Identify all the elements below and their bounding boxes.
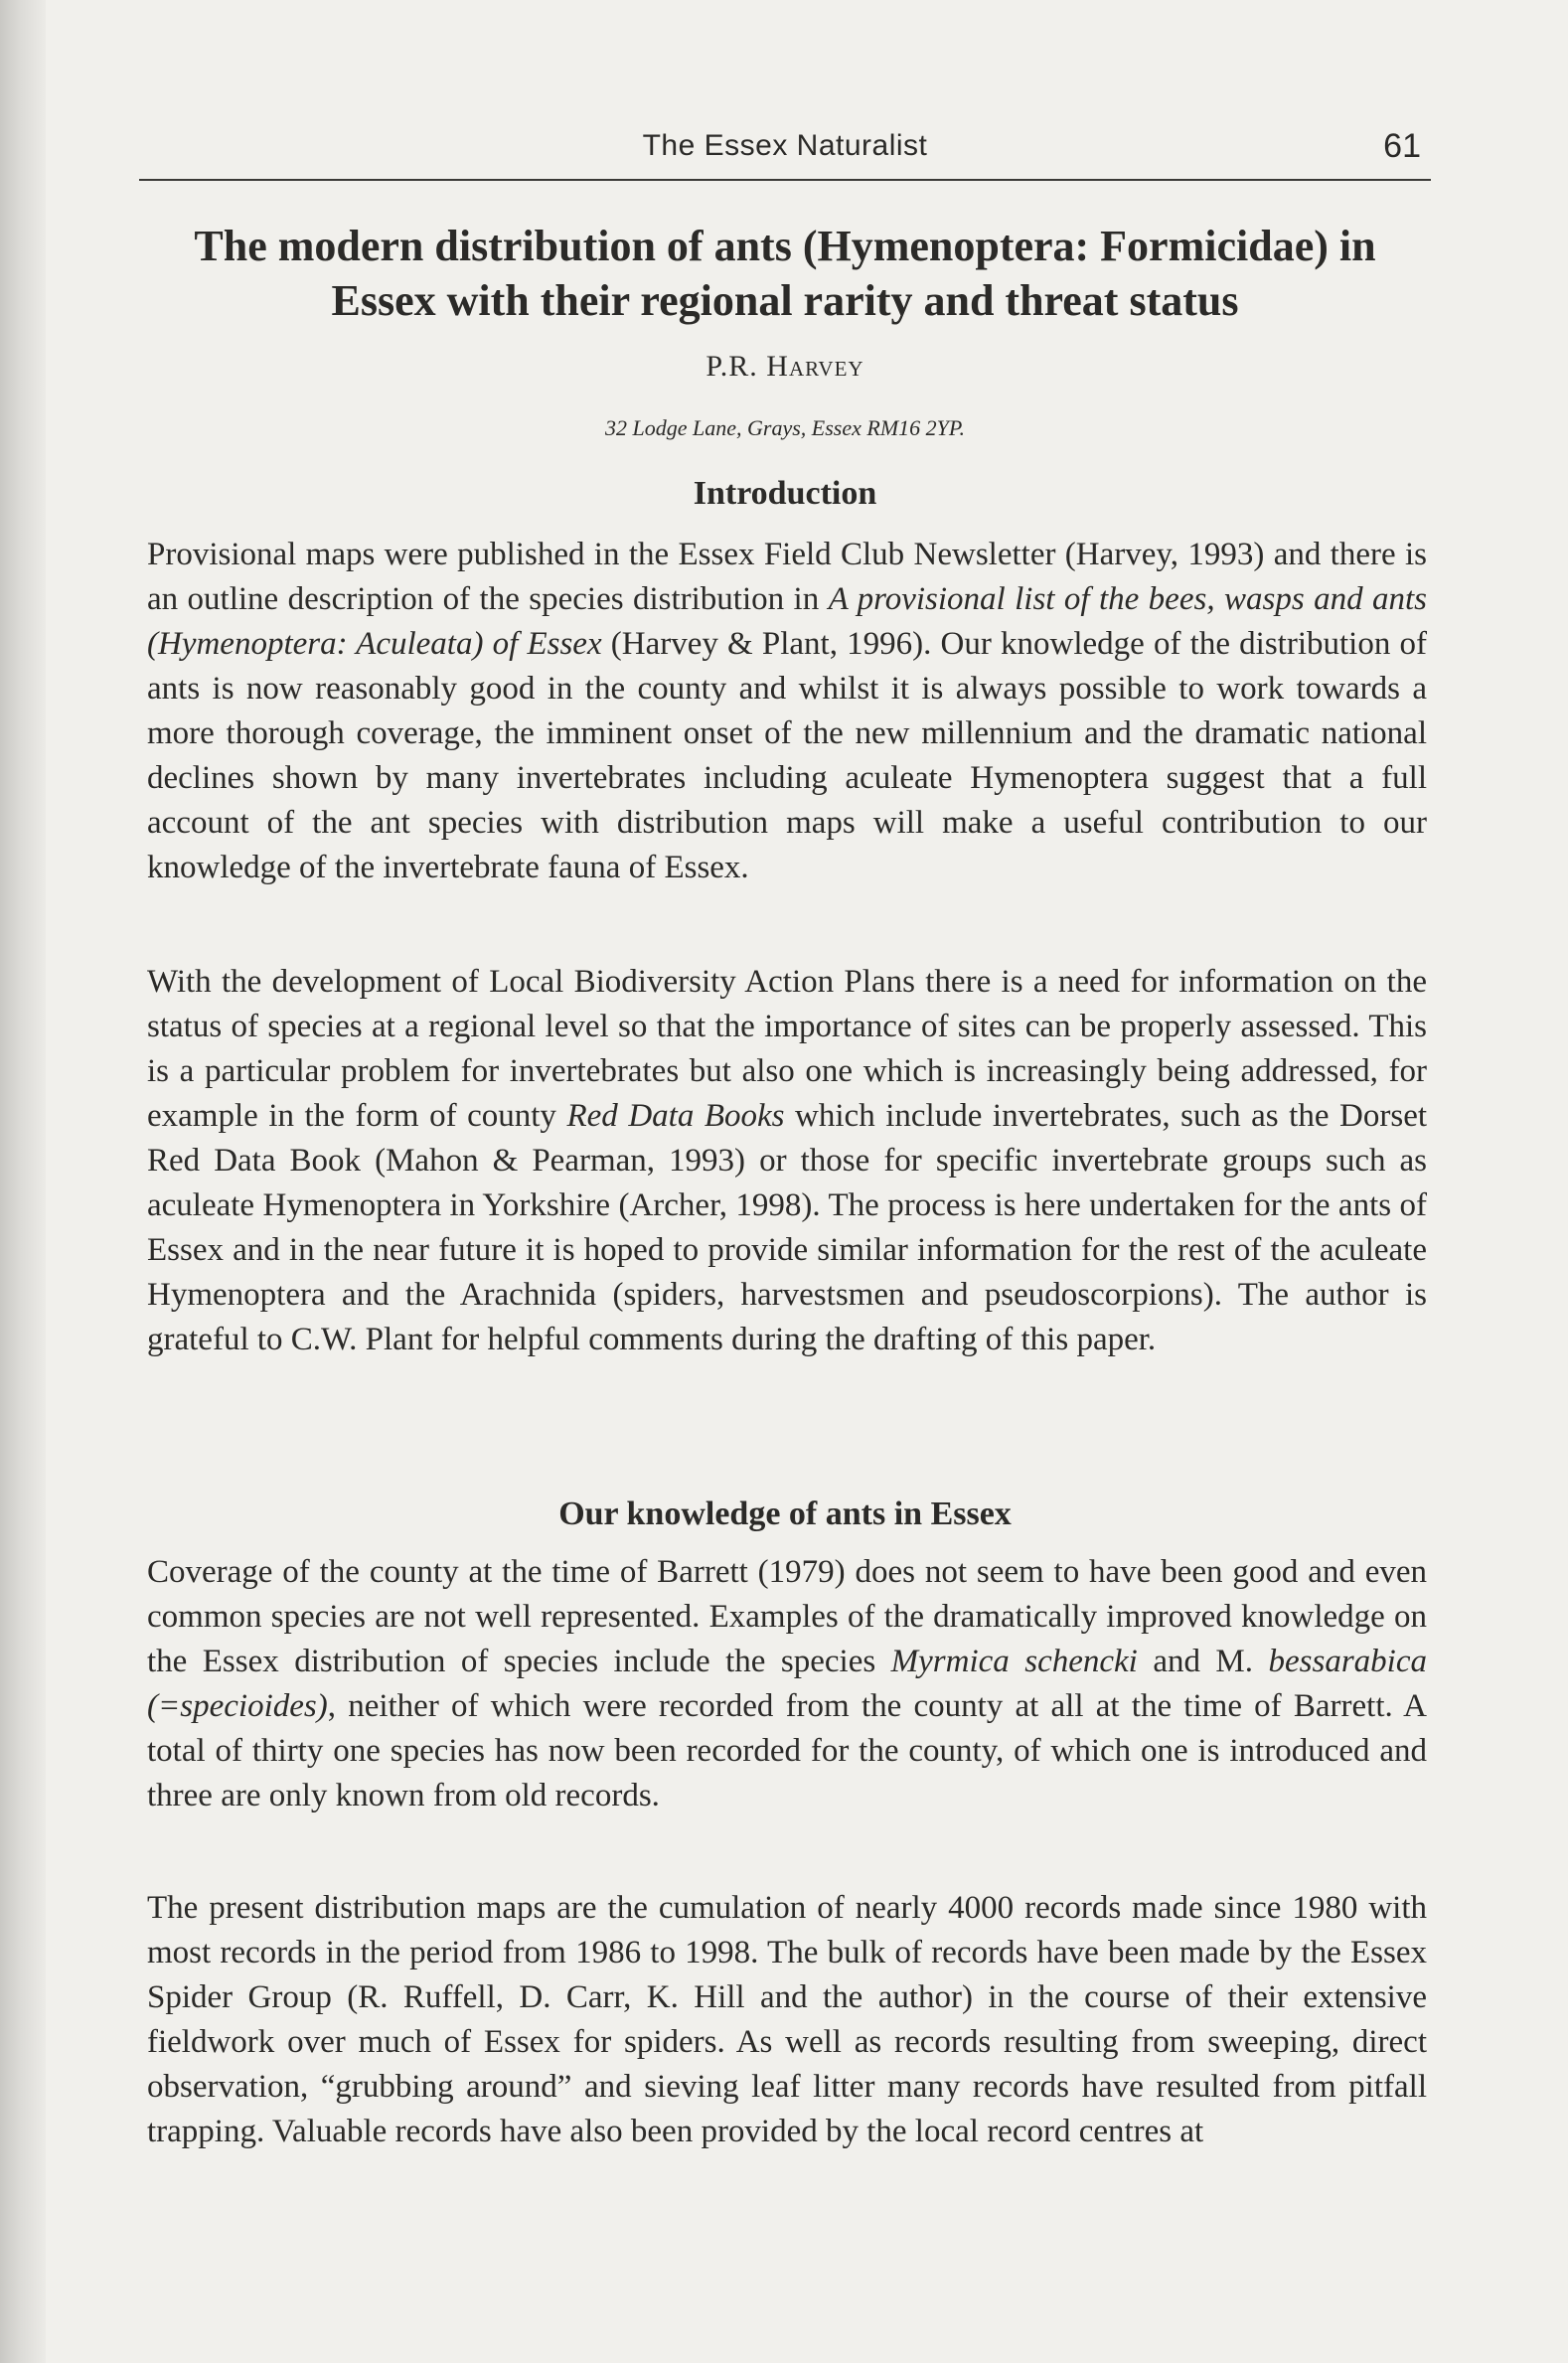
knowledge-paragraph-2: The present distribution maps are the cumulation of nearly 4000 records made since 1980 with most records in the period from 1986 to 1998. The bulk of records have been made by the Essex Spider Group (R. Ruffell, D. Carr, K. Hill and the author) in the course of their extensive fieldwork over much of Essex for spiders. As well as records resulting from sweeping, direct observation, “grubbing around” and sieving leaf litter many records have resulted from pitfall trapping. Valuable records have also been provided by the local record centres at: [147, 1890, 1427, 2149]
italic-term: Red Data Books: [566, 1098, 785, 1134]
scan-page-edge: [0, 0, 46, 2363]
text-run: Provisional maps were published in the Essex Field Club Newsletter (Harvey, 1993) and there is an outline description of the species distribution in: [147, 537, 1427, 617]
italic-species-name: Myrmica schencki: [890, 1644, 1138, 1679]
text-run: (Harvey & Plant, 1996). Our knowledge of the distribution of ants is now reasonably good in the county and whilst it is always possible to work towards a more thorough coverage, the imminent onset of the new millennium and the dramatic national declines shown by many invertebrates including aculeate Hymenoptera suggest that a full account of the ant species with distribution maps will make a useful contribution to our knowledge of the invertebrate fauna of Essex.: [147, 626, 1427, 885]
page-number: 61: [1383, 127, 1421, 165]
running-head: [139, 125, 1431, 169]
introduction-paragraph-2: [147, 960, 1427, 1362]
text-run: With the development of Local Biodiversity Action Plans there is a need for information on the status of species at a regional level so that the importance of sites can be properly assessed. This is a particular problem for invertebrates but also one which is increasingly being addressed, for example in the form of county: [147, 964, 1427, 1134]
header-rule: [139, 179, 1431, 181]
italic-book-title: A provisional list of the bees, wasps and ants (Hymenoptera: Aculeata) of Essex: [147, 581, 1427, 662]
section-heading-introduction: Introduction: [693, 475, 877, 512]
text-run: which include invertebrates, such as the Dorset Red Data Book (Mahon & Pearman, 1993) or those for specific invertebrate groups such as aculeate Hymenoptera in Yorkshire (Archer, 1998). The process is here undertaken for the ants of Essex and in the near future it is hoped to provide similar information for the rest of the aculeate Hymenoptera and the Arachnida (spiders, harvestsmen and pseudoscorpions). The author is grateful to C.W. Plant for helpful comments during the drafting of this paper.: [147, 1098, 1428, 1357]
journal-name: The Essex Naturalist: [642, 129, 928, 162]
knowledge-paragraph-1: [147, 1550, 1427, 1818]
author-address: 32 Lodge Lane, Grays, Essex RM16 2YP.: [605, 415, 965, 440]
article-author: P.R. Harvey: [706, 350, 864, 383]
section-heading-knowledge: Our knowledge of ants in Essex: [558, 1496, 1012, 1532]
introduction-paragraph-1: [147, 533, 1427, 890]
text-run: and M.: [1137, 1644, 1269, 1679]
article-title: The modern distribution of ants (Hymenoptera: Formicidae) in Essex with their regional rarity and threat status: [194, 222, 1376, 325]
italic-species-name: bessarabica (=specioides): [147, 1644, 1427, 1724]
text-run: Coverage of the county at the time of Barrett (1979) does not seem to have been good and even common species are not well represented. Examples of the dramatically improved knowledge on the Essex distribution of species include the species: [147, 1554, 1427, 1679]
text-run: , neither of which were recorded from the county at all at the time of Barrett. A total of thirty one species has now been recorded for the county, of which one is introduced and three are only known from old records.: [147, 1688, 1427, 1813]
